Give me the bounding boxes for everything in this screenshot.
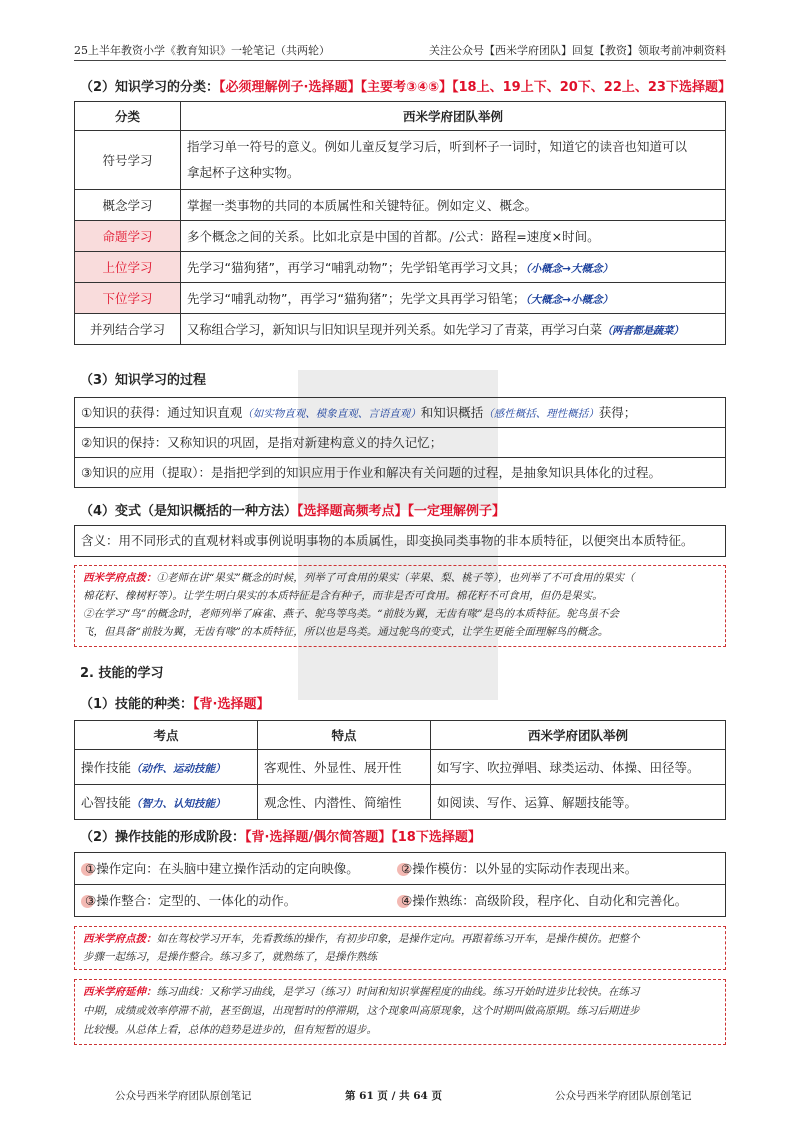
header-left: 25上半年教资小学《教育知识》一轮笔记（共两轮） (74, 44, 330, 57)
section-tags: 【必须理解例子·选择题】【主要考③④⑤】【18上、19上下、20下、22上、23下选择题】 (219, 80, 731, 95)
note-line: ①老师在讲“果实”概念的时候，列举了可食用的果实（苹果、梨、桃子等），也列举了不可食用的果实（ (156, 572, 635, 584)
note-tag: 西米学府点拨： (83, 572, 157, 584)
type-cell: 概念学习 (75, 190, 181, 221)
stage-proficiency (397, 885, 687, 916)
part-title-skills: 2. 技能的学习 (80, 666, 164, 681)
variation-definition: 含义：用不同形式的直观材料或事例说明事物的本质属性，即变换同类事物的非本质特征，以便突出本质特征。 (81, 533, 694, 548)
footer-page-number: 第 61 页 / 共 64 页 (345, 1090, 442, 1102)
col-header-example: 西米学府团队举例 (181, 102, 726, 131)
footer-left: 公众号西米学府团队原创笔记 (115, 1090, 252, 1102)
note-line: 棉花籽、橡树籽等）。让学生明白果实的本质特征是含有种子，而非是否可食用。棉花籽不可食用，但仍是果实。 (83, 590, 603, 602)
skill-sub: （智力、认知技能） (131, 798, 226, 810)
variation-definition-box (74, 525, 726, 557)
section-title-text: （4）变式（是知识概括的一种方法） (80, 504, 298, 519)
col-header: 考点 (75, 721, 258, 750)
skill-feature-cell: 客观性、外显性、展开性 (258, 750, 431, 785)
example-cell (181, 252, 726, 283)
skill-name: 操作技能 (81, 760, 132, 775)
table-row (75, 314, 726, 345)
example-text: 先学习“猫狗猪”，再学习“哺乳动物”；先学铅笔再学习文具； (187, 260, 526, 275)
section-title-text: （2）操作技能的形成阶段： (80, 830, 246, 845)
table-row (75, 252, 726, 283)
example-text: 指学习单一符号的意义。例如儿童反复学习后，听到杯子一词时，知道它的读音也知道可以 (187, 139, 688, 154)
stage-desc: ：在头脑中建立操作活动的定向映像。 (146, 861, 359, 876)
section-skill-stages-title (80, 826, 481, 845)
header-right: 关注公众号【西米学府团队】回复【教资】领取考前冲刺资料 (429, 44, 726, 57)
process-note: （如实物直观、模象直观、言语直观） (242, 408, 421, 420)
example-note: （大概念→小概念） (525, 294, 613, 306)
example-cell: 多个概念之间的关系。比如北京是中国的首都。/公式：路程=速度×时间。 (181, 221, 726, 252)
note-line: 比较慢。从总体上看，总体的趋势是进步的，但有短暂的退步。 (83, 1024, 377, 1036)
tip-note-driving (74, 926, 726, 970)
example-text: 先学习“哺乳动物”，再学习“猫狗猪”；先学文具再学习铅笔； (187, 291, 526, 306)
skill-example-cell: 如阅读、写作、运算、解题技能等。 (431, 785, 726, 820)
example-note: （两者都是蔬菜） (601, 325, 684, 337)
note-line: 练习曲线：又称学习曲线，是学习（练习）时间和知识掌握程度的曲线。练习开始时进步比较快。在练习 (156, 986, 640, 998)
example-text: 又称组合学习，新知识与旧知识呈现并列关系。如先学习了青菜，再学习白菜 (187, 322, 602, 337)
stage-desc: ：高级阶段，程序化、自动化和完善化。 (462, 893, 688, 908)
type-cell-highlight: 命题学习 (75, 221, 181, 252)
table-row (75, 750, 726, 785)
skill-stages-box (74, 852, 726, 917)
example-cell (181, 314, 726, 345)
knowledge-types-table (74, 101, 726, 345)
example-note: （小概念→大概念） (525, 263, 613, 275)
example-cell (181, 283, 726, 314)
note-line: 飞，但具备“前肢为翼，无齿有喙”的本质特征，所以也是鸟类。通过鸵鸟的变式，让学生更能全面理解鸟的概念。 (83, 626, 609, 638)
skill-sub: （动作、运动技能） (131, 763, 226, 775)
example-cell (181, 131, 726, 190)
skill-example-cell: 如写字、吹拉弹唱、球类运动、体操、田径等。 (431, 750, 726, 785)
col-header-type: 分类 (75, 102, 181, 131)
skill-name: 心智技能 (81, 795, 132, 810)
table-header-row (75, 102, 726, 131)
process-row-apply: ③知识的应用（提取）：是指把学到的知识应用于作业和解决有关问题的过程，是抽象知识具体化的过程。 (81, 465, 661, 480)
type-cell-highlight: 下位学习 (75, 283, 181, 314)
section-knowledge-types-title (80, 76, 731, 95)
table-header-row (75, 721, 726, 750)
stage-name: ④操作熟练 (401, 893, 463, 908)
stage-integration (81, 885, 296, 916)
table-row (75, 283, 726, 314)
stage-name: ③操作整合 (85, 893, 147, 908)
tip-note-variation (74, 565, 726, 647)
stage-desc: ：定型的、一体化的动作。 (146, 893, 297, 908)
note-tag: 西米学府延伸： (83, 986, 157, 998)
section-skill-types-title (80, 693, 270, 712)
extension-note-curve (74, 979, 726, 1045)
note-line: 如在驾校学习开车，先看教练的操作，有初步印象，是操作定向。再跟着练习开车，是操作模仿。把整个 (156, 933, 640, 945)
type-cell: 符号学习 (75, 131, 181, 190)
note-line: 步骤一起练习，是操作整合。练习多了，就熟练了，是操作熟练 (83, 951, 377, 963)
stage-row (75, 885, 725, 916)
note-line: 中期，成绩或效率停滞不前，甚至倒退，出现暂时的停滞期，这个现象叫高原现象，这个时期叫做高原期。练习后期进步 (83, 1005, 640, 1017)
skill-types-table (74, 720, 726, 820)
type-cell-highlight: 上位学习 (75, 252, 181, 283)
process-note: （感性概括、理性概括） (483, 408, 599, 420)
example-cell: 掌握一类事物的共同的本质属性和关键特征。例如定义、概念。 (181, 190, 726, 221)
type-cell: 并列结合学习 (75, 314, 181, 345)
process-text: ①知识的获得：通过知识直观 (81, 405, 243, 420)
section-variation-title (80, 500, 505, 519)
note-tag: 西米学府点拨： (83, 933, 157, 945)
knowledge-process-box (74, 397, 726, 488)
footer-right: 公众号西米学府团队原创笔记 (555, 1090, 692, 1102)
section-tags: 【背·选择题】 (193, 697, 270, 712)
stage-name: ①操作定向 (85, 861, 147, 876)
stage-imitation (397, 853, 637, 884)
stage-name: ②操作模仿 (401, 861, 463, 876)
col-header: 特点 (258, 721, 431, 750)
note-line: ②在学习“鸟”的概念时，老师列举了麻雀、燕子、鸵鸟等鸟类。“前肢为翼，无齿有喙”是鸟的本质特征。鸵鸟虽不会 (83, 608, 619, 620)
example-text-cont: 拿起杯子这种实物。 (187, 165, 300, 180)
table-row (75, 131, 726, 190)
table-row (75, 221, 726, 252)
stage-orientation (81, 853, 359, 884)
section-tags: 【选择题高频考点】【一定理解例子】 (297, 504, 506, 519)
section-title-text: （1）技能的种类： (80, 697, 194, 712)
page-header (74, 40, 726, 61)
col-header: 西米学府团队举例 (431, 721, 726, 750)
skill-feature-cell: 观念性、内潜性、简缩性 (258, 785, 431, 820)
process-text: 和知识概括 (420, 405, 484, 420)
section-title-text: （2）知识学习的分类： (80, 80, 220, 95)
section-process-title: （3）知识学习的过程 (80, 373, 207, 388)
table-row (75, 785, 726, 820)
table-row (75, 190, 726, 221)
stage-desc: ：以外显的实际动作表现出来。 (462, 861, 638, 876)
process-row-acquire (75, 398, 725, 428)
skill-name-cell (75, 785, 258, 820)
process-row-retain: ②知识的保持：又称知识的巩固，是指对新建构意义的持久记忆； (75, 428, 725, 458)
section-tags: 【背·选择题/偶尔简答题】【18下选择题】 (245, 830, 481, 845)
process-text: 获得； (598, 405, 637, 420)
stage-row (75, 853, 725, 885)
skill-name-cell (75, 750, 258, 785)
